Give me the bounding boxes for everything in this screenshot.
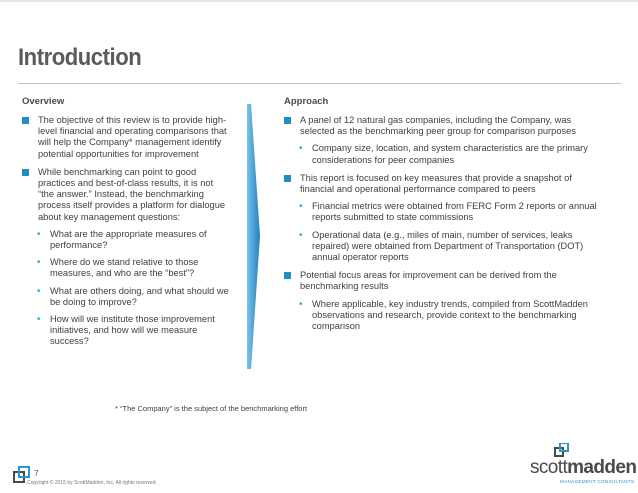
sub-bullet-text: How will we institute those improvement initiatives, and how will we measure success? <box>50 314 215 347</box>
page-number: 7 <box>34 468 39 478</box>
overview-bullet <box>22 115 230 160</box>
title-divider <box>18 83 621 84</box>
approach-sub-bullet <box>284 201 604 223</box>
dot-bullet-icon: • <box>299 298 303 310</box>
square-bullet-icon <box>284 175 291 182</box>
square-bullet-icon <box>284 272 291 279</box>
overview-sub-bullet <box>22 257 230 279</box>
overview-sub-bullet <box>22 314 230 348</box>
approach-column <box>284 115 604 339</box>
overview-column <box>22 115 230 355</box>
sub-bullet-text: What are the appropriate measures of performance? <box>50 228 207 251</box>
dot-bullet-icon: • <box>37 257 41 269</box>
approach-sub-bullet <box>284 299 604 333</box>
square-bullet-icon <box>284 117 291 124</box>
bullet-text: While benchmarking can point to good practices and best-of-class results, it is not “the answer.” Instead, the benchmarking process itself provides a platform for dialogue about key management questions: <box>38 166 226 222</box>
bullet-text: A panel of 12 natural gas companies, including the Company, was selected as the benchmarking peer group for comparison purposes <box>300 115 576 137</box>
divider-arrow-icon <box>247 104 261 369</box>
approach-heading: Approach <box>284 96 329 107</box>
dot-bullet-icon: • <box>299 143 303 155</box>
square-bullet-icon <box>22 169 29 176</box>
dot-bullet-icon: • <box>37 285 41 297</box>
dot-bullet-icon: • <box>37 314 41 326</box>
overview-bullet <box>22 167 230 348</box>
sub-bullet-text: Operational data (e.g., miles of main, number of services, leaks repaired) were obtained from Department of Transportation (DOT) annual operator reports <box>312 229 584 263</box>
top-border <box>0 0 638 2</box>
overview-heading: Overview <box>22 96 65 107</box>
footnote: * “The Company” is the subject of the benchmarking effort <box>115 404 308 413</box>
dot-bullet-icon: • <box>37 228 41 240</box>
approach-bullet <box>284 115 604 166</box>
brand-name <box>530 457 636 479</box>
sub-bullet-text: Where applicable, key industry trends, compiled from ScottMadden observations and research, provide context to the benchmarking comparison <box>312 298 588 332</box>
sub-bullet-text: Company size, location, and system characteristics are the primary considerations for peer companies <box>312 143 588 165</box>
square-bullet-icon <box>22 117 29 124</box>
bullet-text: The objective of this review is to provide high-level financial and operating comparisons that will help the Company* management identify potential opportunities for improvement <box>38 115 227 159</box>
brand-name-bold: madden <box>567 457 637 478</box>
sub-bullet-text: What are others doing, and what should we be doing to improve? <box>50 285 229 307</box>
copyright-notice: Copyright © 2015 by ScottMadden, Inc. All rights reserved. <box>27 480 157 486</box>
approach-bullet <box>284 270 604 332</box>
approach-sub-bullet <box>284 143 604 165</box>
bullet-text: This report is focused on key measures that provide a snapshot of financial and operational performance compared to peers <box>300 172 572 195</box>
bullet-text: Potential focus areas for improvement can be derived from the benchmarking results <box>300 270 557 292</box>
brand-tagline: MANAGEMENT CONSULTANTS <box>560 479 635 484</box>
brand-name-light: scott <box>530 457 568 478</box>
sub-bullet-text: Financial metrics were obtained from FERC Form 2 reports or annual reports submitted to state commissions <box>312 201 597 223</box>
approach-sub-bullet <box>284 230 604 264</box>
overview-sub-bullet <box>22 286 230 308</box>
approach-bullet <box>284 173 604 263</box>
dot-bullet-icon: • <box>299 201 303 213</box>
sub-bullet-text: Where do we stand relative to those measures, and who are the “best”? <box>50 257 199 279</box>
overview-sub-bullet <box>22 229 230 251</box>
slide-title: Introduction <box>18 44 142 71</box>
dot-bullet-icon: • <box>299 229 303 241</box>
